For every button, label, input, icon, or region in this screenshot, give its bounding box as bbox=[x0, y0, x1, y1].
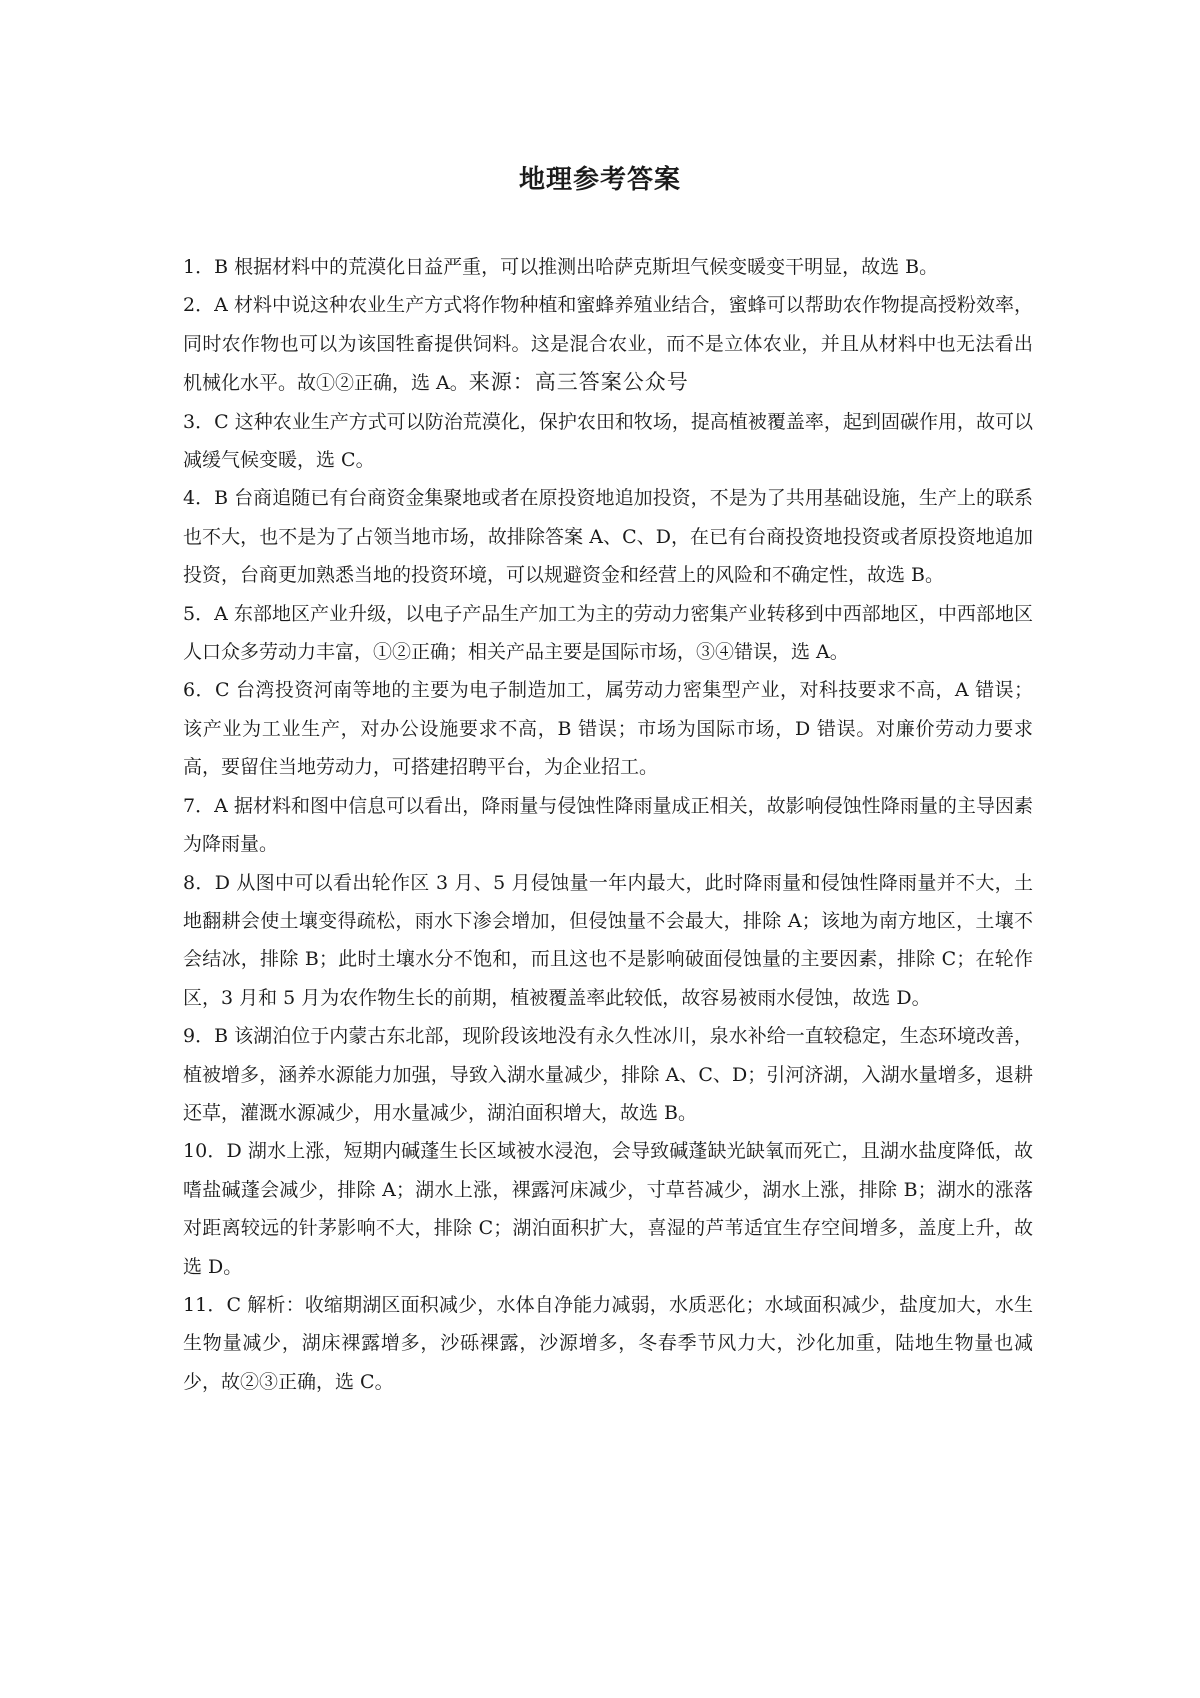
answer-text: 9．B 该湖泊位于内蒙古东北部，现阶段该地没有永久性冰川，泉水补给一直较稳定，生态环境改善，植被增多，涵养水源能力加强，导致入湖水量减少，排除 A、C、D；引河济湖，入湖水量增多，退耕还草，灌溉水源减少，用水量减少，湖泊面积增大，故选 B。 bbox=[183, 1025, 1033, 1124]
answer-item-8 bbox=[183, 864, 1033, 1018]
answer-text: 3．C 这种农业生产方式可以防治荒漠化，保护农田和牧场，提高植被覆盖率，起到固碳作用，故可以减缓气候变暖，选 C。 bbox=[183, 410, 1033, 472]
answer-text: 7．A 据材料和图中信息可以看出，降雨量与侵蚀性降雨量成正相关，故影响侵蚀性降雨量的主导因素为降雨量。 bbox=[183, 794, 1033, 856]
answer-text: 1．B 根据材料中的荒漠化日益严重，可以推测出哈萨克斯坦气候变暖变干明显，故选 B。 bbox=[183, 256, 939, 278]
answer-text: 6．C 台湾投资河南等地的主要为电子制造加工，属劳动力密集型产业，对科技要求不高，A 错误；该产业为工业生产，对办公设施要求不高，B 错误；市场为国际市场，D 错误。对廉价劳动力要求高，要留住当地劳动力，可搭建招聘平台，为企业招工。 bbox=[183, 679, 1033, 779]
answer-item-7 bbox=[183, 787, 1033, 864]
answer-text: 10．D 湖水上涨，短期内碱蓬生长区域被水浸泡，会导致碱蓬缺光缺氧而死亡，且湖水盐度降低，故嗜盐碱蓬会减少，排除 A；湖水上涨，裸露河床减少，寸草苔减少，湖水上涨，排除 B；湖水的涨落对距离较远的针茅影响不大，排除 C；湖泊面积扩大，喜湿的芦苇适宜生存空间增多，盖度上升，故选 D。 bbox=[183, 1140, 1033, 1278]
answer-item-4 bbox=[183, 479, 1033, 594]
answer-item-3 bbox=[183, 403, 1033, 480]
answer-item-11 bbox=[183, 1286, 1033, 1401]
answer-text: 4．B 台商追随已有台商资金集聚地或者在原投资地追加投资，不是为了共用基础设施，生产上的联系也不大，也不是为了占领当地市场，故排除答案 A、C、D，在已有台商投资地投资或者原投资地追加投资，台商更加熟悉当地的投资环境，可以规避资金和经营上的风险和不确定性，故选 B。 bbox=[183, 487, 1033, 587]
answer-text: 8．D 从图中可以看出轮作区 3 月、5 月侵蚀量一年内最大，此时降雨量和侵蚀性降雨量并不大，土地翻耕会使土壤变得疏松，雨水下渗会增加，但侵蚀量不会最大，排除 A；该地为南方地区，土壤不会结冰，排除 B；此时土壤水分不饱和，而且这也不是影响破面侵蚀量的主要因素，排除 C；在轮作区，3 月和 5 月为农作物生长的前期，植被覆盖率此较低，故容易被雨水侵蚀，故选 D。 bbox=[183, 871, 1033, 1009]
answer-list bbox=[183, 248, 1033, 1401]
answer-text: 5．A 东部地区产业升级，以电子产品生产加工为主的劳动力密集产业转移到中西部地区，中西部地区人口众多劳动力丰富，①②正确；相关产品主要是国际市场，③④错误，选 A。 bbox=[183, 602, 1033, 664]
answer-item-2 bbox=[183, 286, 1033, 402]
answer-item-1 bbox=[183, 248, 1033, 286]
source-note: 来源：高三答案公众号 bbox=[468, 370, 689, 395]
answer-item-5 bbox=[183, 595, 1033, 672]
answer-item-6 bbox=[183, 671, 1033, 786]
answer-item-9 bbox=[183, 1017, 1033, 1132]
document-title: 地理参考答案 bbox=[518, 165, 681, 195]
answer-item-10 bbox=[183, 1132, 1033, 1286]
answer-text: 11．C 解析：收缩期湖区面积减少，水体自净能力减弱，水质恶化；水域面积减少，盐度加大，水生生物量减少，湖床裸露增多，沙砾裸露，沙源增多，冬春季节风力大，沙化加重，陆地生物量也减少，故②③正确，选 C。 bbox=[183, 1293, 1033, 1393]
answer-text: 2．A 材料中说这种农业生产方式将作物种植和蜜蜂养殖业结合，蜜蜂可以帮助农作物提高授粉效率，同时农作物也可以为该国牲畜提供饲料。这是混合农业，而不是立体农业，并且从材料中也无法看出机械化水平。故①②正确，选 A。 bbox=[183, 294, 1033, 395]
